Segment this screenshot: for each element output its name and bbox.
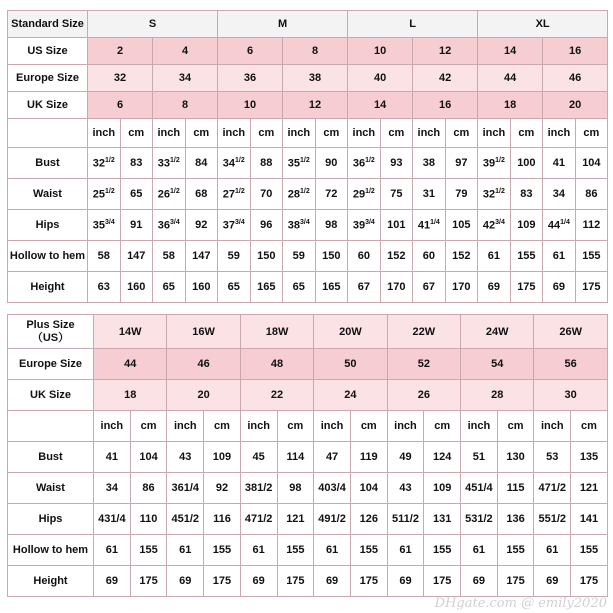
us-size-cell: 16: [543, 38, 608, 65]
plus-measure-cell: 141: [571, 504, 608, 535]
plus-measure-cell: 451/4: [461, 473, 498, 504]
measure-cell: 68: [185, 179, 218, 210]
uk-size-cell: 20: [543, 92, 608, 119]
plus-measure-cell: 114: [277, 442, 314, 473]
measure-cell: 150: [315, 241, 348, 272]
measure-cell: 147: [185, 241, 218, 272]
measure-cell: 69: [478, 272, 511, 303]
plus-uk-size-cell: 24: [314, 380, 387, 411]
plus-measure-cell: 155: [204, 535, 241, 566]
plus-measure-cell: 69: [387, 566, 424, 597]
plus-measure-cell: 109: [204, 442, 241, 473]
measure-cell: 160: [120, 272, 153, 303]
plus-measure-cell: 471/2: [534, 473, 571, 504]
plus-measure-cell: 34: [94, 473, 131, 504]
plus-europe-size-cell: 46: [167, 349, 240, 380]
plus-measure-cell: 130: [497, 442, 534, 473]
plus-row-label-height: Height: [8, 566, 94, 597]
unit-cm: cm: [575, 119, 608, 148]
plus-size-header: 26W: [534, 315, 607, 349]
plus-unit-inch: inch: [240, 411, 277, 442]
plus-measure-cell: 92: [204, 473, 241, 504]
measure-cell: 67: [413, 272, 446, 303]
measure-cell: $35^{3/4}$: [88, 210, 121, 241]
measure-cell: 83: [510, 179, 543, 210]
plus-units-label-blank: [8, 411, 94, 442]
size-header-s: S: [88, 11, 218, 38]
plus-size-label-line1: Plus Size: [26, 318, 75, 331]
plus-size-label: [8, 315, 94, 349]
plus-size-header: 20W: [314, 315, 387, 349]
uk-size-cell: 8: [153, 92, 218, 119]
plus-measure-cell: 45: [240, 442, 277, 473]
unit-inch: inch: [88, 119, 121, 148]
unit-inch: inch: [348, 119, 381, 148]
plus-measure-cell: 531/2: [461, 504, 498, 535]
measure-cell: 175: [575, 272, 608, 303]
plus-size-label-line2: （US）: [31, 331, 70, 344]
plus-measure-cell: 104: [130, 442, 167, 473]
plus-europe-size-cell: 56: [534, 349, 607, 380]
plus-measure-cell: 53: [534, 442, 571, 473]
europe-size-cell: 46: [543, 65, 608, 92]
size-header-m: M: [218, 11, 348, 38]
plus-uk-size-cell: 28: [461, 380, 534, 411]
uk-size-cell: 14: [348, 92, 413, 119]
plus-size-header: 24W: [461, 315, 534, 349]
plus-measure-cell: 136: [497, 504, 534, 535]
plus-measure-cell: 155: [350, 535, 387, 566]
measure-cell: 147: [120, 241, 153, 272]
us-size-cell: 12: [413, 38, 478, 65]
plus-uk-size-cell: 22: [240, 380, 313, 411]
plus-unit-cm: cm: [277, 411, 314, 442]
plus-measure-cell: 69: [314, 566, 351, 597]
plus-measure-cell: 155: [497, 535, 534, 566]
measure-cell: 165: [250, 272, 283, 303]
standard-size-table: [7, 10, 608, 303]
measure-cell: $36^{1/2}$: [348, 148, 381, 179]
measure-cell: 88: [250, 148, 283, 179]
unit-inch: inch: [218, 119, 251, 148]
unit-cm: cm: [250, 119, 283, 148]
measure-cell: $41^{1/4}$: [413, 210, 446, 241]
unit-cm: cm: [120, 119, 153, 148]
unit-inch: inch: [283, 119, 316, 148]
europe-size-cell: 38: [283, 65, 348, 92]
measure-cell: 104: [575, 148, 608, 179]
plus-measure-cell: 61: [534, 535, 571, 566]
plus-measure-cell: 551/2: [534, 504, 571, 535]
plus-size-header: 18W: [240, 315, 313, 349]
measure-cell: 90: [315, 148, 348, 179]
plus-measure-cell: 361/4: [167, 473, 204, 504]
plus-measure-cell: 175: [350, 566, 387, 597]
measure-cell: 75: [380, 179, 413, 210]
plus-uk-size-label: UK Size: [8, 380, 94, 411]
measure-cell: 155: [575, 241, 608, 272]
uk-size-cell: 16: [413, 92, 478, 119]
plus-measure-cell: 109: [424, 473, 461, 504]
plus-measure-cell: 175: [571, 566, 608, 597]
plus-measure-cell: 124: [424, 442, 461, 473]
measure-cell: 63: [88, 272, 121, 303]
measure-cell: 67: [348, 272, 381, 303]
measure-cell: 112: [575, 210, 608, 241]
plus-measure-cell: 403/4: [314, 473, 351, 504]
plus-measure-cell: 119: [350, 442, 387, 473]
plus-measure-cell: 135: [571, 442, 608, 473]
measure-cell: $26^{1/2}$: [153, 179, 186, 210]
plus-measure-cell: 491/2: [314, 504, 351, 535]
plus-measure-cell: 155: [571, 535, 608, 566]
measure-cell: 60: [348, 241, 381, 272]
measure-cell: 60: [413, 241, 446, 272]
unit-cm: cm: [510, 119, 543, 148]
measure-cell: 97: [445, 148, 478, 179]
standard-size-label: Standard Size: [8, 11, 88, 38]
measure-cell: 69: [543, 272, 576, 303]
plus-europe-size-cell: 48: [240, 349, 313, 380]
measure-cell: 155: [510, 241, 543, 272]
plus-measure-cell: 175: [277, 566, 314, 597]
measure-cell: $39^{3/4}$: [348, 210, 381, 241]
row-label-waist: Waist: [8, 179, 88, 210]
plus-measure-cell: 43: [387, 473, 424, 504]
plus-unit-cm: cm: [350, 411, 387, 442]
unit-cm: cm: [185, 119, 218, 148]
plus-europe-size-label: Europe Size: [8, 349, 94, 380]
measure-cell: 65: [283, 272, 316, 303]
plus-measure-cell: 61: [167, 535, 204, 566]
europe-size-cell: 36: [218, 65, 283, 92]
plus-size-table: [7, 314, 608, 597]
plus-unit-inch: inch: [314, 411, 351, 442]
row-label-hollow-to-hem: Hollow to hem: [8, 241, 88, 272]
plus-europe-size-cell: 52: [387, 349, 460, 380]
measure-cell: $27^{1/2}$: [218, 179, 251, 210]
measure-cell: 70: [250, 179, 283, 210]
plus-unit-inch: inch: [534, 411, 571, 442]
measure-cell: 58: [88, 241, 121, 272]
watermark: DHgate.com @ emily2020: [434, 596, 607, 611]
unit-inch: inch: [543, 119, 576, 148]
units-label-blank: [8, 119, 88, 148]
uk-size-cell: 6: [88, 92, 153, 119]
row-label-hips: Hips: [8, 210, 88, 241]
plus-size-header: 22W: [387, 315, 460, 349]
unit-cm: cm: [380, 119, 413, 148]
measure-cell: 152: [380, 241, 413, 272]
plus-row-label-hips: Hips: [8, 504, 94, 535]
plus-measure-cell: 451/2: [167, 504, 204, 535]
europe-size-cell: 42: [413, 65, 478, 92]
measure-cell: 38: [413, 148, 446, 179]
plus-size-header: 16W: [167, 315, 240, 349]
uk-size-cell: 10: [218, 92, 283, 119]
measure-cell: 98: [315, 210, 348, 241]
plus-measure-cell: 69: [534, 566, 571, 597]
measure-cell: 31: [413, 179, 446, 210]
measure-cell: 93: [380, 148, 413, 179]
plus-measure-cell: 86: [130, 473, 167, 504]
measure-cell: 59: [218, 241, 251, 272]
plus-europe-size-cell: 44: [94, 349, 167, 380]
unit-cm: cm: [445, 119, 478, 148]
measure-cell: $44^{1/4}$: [543, 210, 576, 241]
measure-cell: 109: [510, 210, 543, 241]
plus-row-label-waist: Waist: [8, 473, 94, 504]
size-header-l: L: [348, 11, 478, 38]
measure-cell: $37^{3/4}$: [218, 210, 251, 241]
row-label-height: Height: [8, 272, 88, 303]
us-size-cell: 4: [153, 38, 218, 65]
plus-unit-cm: cm: [130, 411, 167, 442]
measure-cell: 41: [543, 148, 576, 179]
measure-cell: $38^{3/4}$: [283, 210, 316, 241]
measure-cell: $32^{1/2}$: [88, 148, 121, 179]
plus-measure-cell: 61: [240, 535, 277, 566]
plus-measure-cell: 61: [314, 535, 351, 566]
plus-unit-cm: cm: [204, 411, 241, 442]
measure-cell: 101: [380, 210, 413, 241]
measure-cell: 91: [120, 210, 153, 241]
europe-size-cell: 44: [478, 65, 543, 92]
measure-cell: 92: [185, 210, 218, 241]
plus-measure-cell: 175: [204, 566, 241, 597]
europe-size-cell: 34: [153, 65, 218, 92]
measure-cell: 58: [153, 241, 186, 272]
plus-measure-cell: 69: [461, 566, 498, 597]
measure-cell: 59: [283, 241, 316, 272]
plus-measure-cell: 131: [424, 504, 461, 535]
plus-measure-cell: 381/2: [240, 473, 277, 504]
europe-size-cell: 32: [88, 65, 153, 92]
plus-measure-cell: 155: [424, 535, 461, 566]
plus-measure-cell: 61: [461, 535, 498, 566]
measure-cell: 61: [478, 241, 511, 272]
plus-row-label-bust: Bust: [8, 442, 94, 473]
measure-cell: $33^{1/2}$: [153, 148, 186, 179]
measure-cell: 86: [575, 179, 608, 210]
plus-measure-cell: 155: [277, 535, 314, 566]
measure-cell: $39^{1/2}$: [478, 148, 511, 179]
plus-measure-cell: 121: [571, 473, 608, 504]
measure-cell: $36^{3/4}$: [153, 210, 186, 241]
us-size-cell: 6: [218, 38, 283, 65]
measure-cell: $29^{1/2}$: [348, 179, 381, 210]
plus-row-label-hollow-to-hem: Hollow to hem: [8, 535, 94, 566]
plus-measure-cell: 175: [130, 566, 167, 597]
measure-cell: 170: [380, 272, 413, 303]
plus-unit-cm: cm: [497, 411, 534, 442]
uk-size-cell: 12: [283, 92, 348, 119]
plus-measure-cell: 98: [277, 473, 314, 504]
plus-size-header: 14W: [94, 315, 167, 349]
measure-cell: 65: [153, 272, 186, 303]
europe-size-label: Europe Size: [8, 65, 88, 92]
plus-europe-size-cell: 54: [461, 349, 534, 380]
plus-measure-cell: 110: [130, 504, 167, 535]
measure-cell: 160: [185, 272, 218, 303]
measure-cell: $28^{1/2}$: [283, 179, 316, 210]
plus-unit-inch: inch: [94, 411, 131, 442]
unit-cm: cm: [315, 119, 348, 148]
us-size-cell: 14: [478, 38, 543, 65]
measure-cell: 150: [250, 241, 283, 272]
measure-cell: 170: [445, 272, 478, 303]
measure-cell: 72: [315, 179, 348, 210]
measure-cell: 175: [510, 272, 543, 303]
measure-cell: 34: [543, 179, 576, 210]
plus-unit-inch: inch: [167, 411, 204, 442]
plus-measure-cell: 69: [240, 566, 277, 597]
europe-size-cell: 40: [348, 65, 413, 92]
plus-measure-cell: 116: [204, 504, 241, 535]
measure-cell: $34^{1/2}$: [218, 148, 251, 179]
plus-measure-cell: 43: [167, 442, 204, 473]
plus-measure-cell: 69: [167, 566, 204, 597]
plus-uk-size-cell: 20: [167, 380, 240, 411]
plus-uk-size-cell: 30: [534, 380, 607, 411]
measure-cell: 84: [185, 148, 218, 179]
unit-inch: inch: [413, 119, 446, 148]
plus-unit-cm: cm: [424, 411, 461, 442]
size-header-xl: XL: [478, 11, 608, 38]
measure-cell: 65: [120, 179, 153, 210]
plus-unit-inch: inch: [387, 411, 424, 442]
uk-size-label: UK Size: [8, 92, 88, 119]
measure-cell: 152: [445, 241, 478, 272]
measure-cell: $32^{1/2}$: [478, 179, 511, 210]
plus-measure-cell: 511/2: [387, 504, 424, 535]
plus-europe-size-cell: 50: [314, 349, 387, 380]
unit-inch: inch: [478, 119, 511, 148]
plus-measure-cell: 51: [461, 442, 498, 473]
plus-uk-size-cell: 18: [94, 380, 167, 411]
measure-cell: 65: [218, 272, 251, 303]
plus-measure-cell: 104: [350, 473, 387, 504]
plus-measure-cell: 155: [130, 535, 167, 566]
us-size-cell: 2: [88, 38, 153, 65]
measure-cell: 79: [445, 179, 478, 210]
us-size-cell: 10: [348, 38, 413, 65]
plus-measure-cell: 126: [350, 504, 387, 535]
measure-cell: 100: [510, 148, 543, 179]
measure-cell: 96: [250, 210, 283, 241]
plus-measure-cell: 115: [497, 473, 534, 504]
plus-measure-cell: 175: [424, 566, 461, 597]
plus-measure-cell: 121: [277, 504, 314, 535]
us-size-cell: 8: [283, 38, 348, 65]
uk-size-cell: 18: [478, 92, 543, 119]
plus-measure-cell: 47: [314, 442, 351, 473]
measure-cell: 83: [120, 148, 153, 179]
plus-measure-cell: 61: [387, 535, 424, 566]
measure-cell: $25^{1/2}$: [88, 179, 121, 210]
row-label-bust: Bust: [8, 148, 88, 179]
plus-measure-cell: 49: [387, 442, 424, 473]
unit-inch: inch: [153, 119, 186, 148]
plus-measure-cell: 471/2: [240, 504, 277, 535]
plus-measure-cell: 175: [497, 566, 534, 597]
plus-uk-size-cell: 26: [387, 380, 460, 411]
plus-unit-inch: inch: [461, 411, 498, 442]
plus-measure-cell: 69: [94, 566, 131, 597]
measure-cell: 105: [445, 210, 478, 241]
measure-cell: $42^{3/4}$: [478, 210, 511, 241]
plus-unit-cm: cm: [571, 411, 608, 442]
plus-measure-cell: 431/4: [94, 504, 131, 535]
plus-measure-cell: 61: [94, 535, 131, 566]
measure-cell: $35^{1/2}$: [283, 148, 316, 179]
plus-measure-cell: 41: [94, 442, 131, 473]
us-size-label: US Size: [8, 38, 88, 65]
measure-cell: 165: [315, 272, 348, 303]
measure-cell: 61: [543, 241, 576, 272]
